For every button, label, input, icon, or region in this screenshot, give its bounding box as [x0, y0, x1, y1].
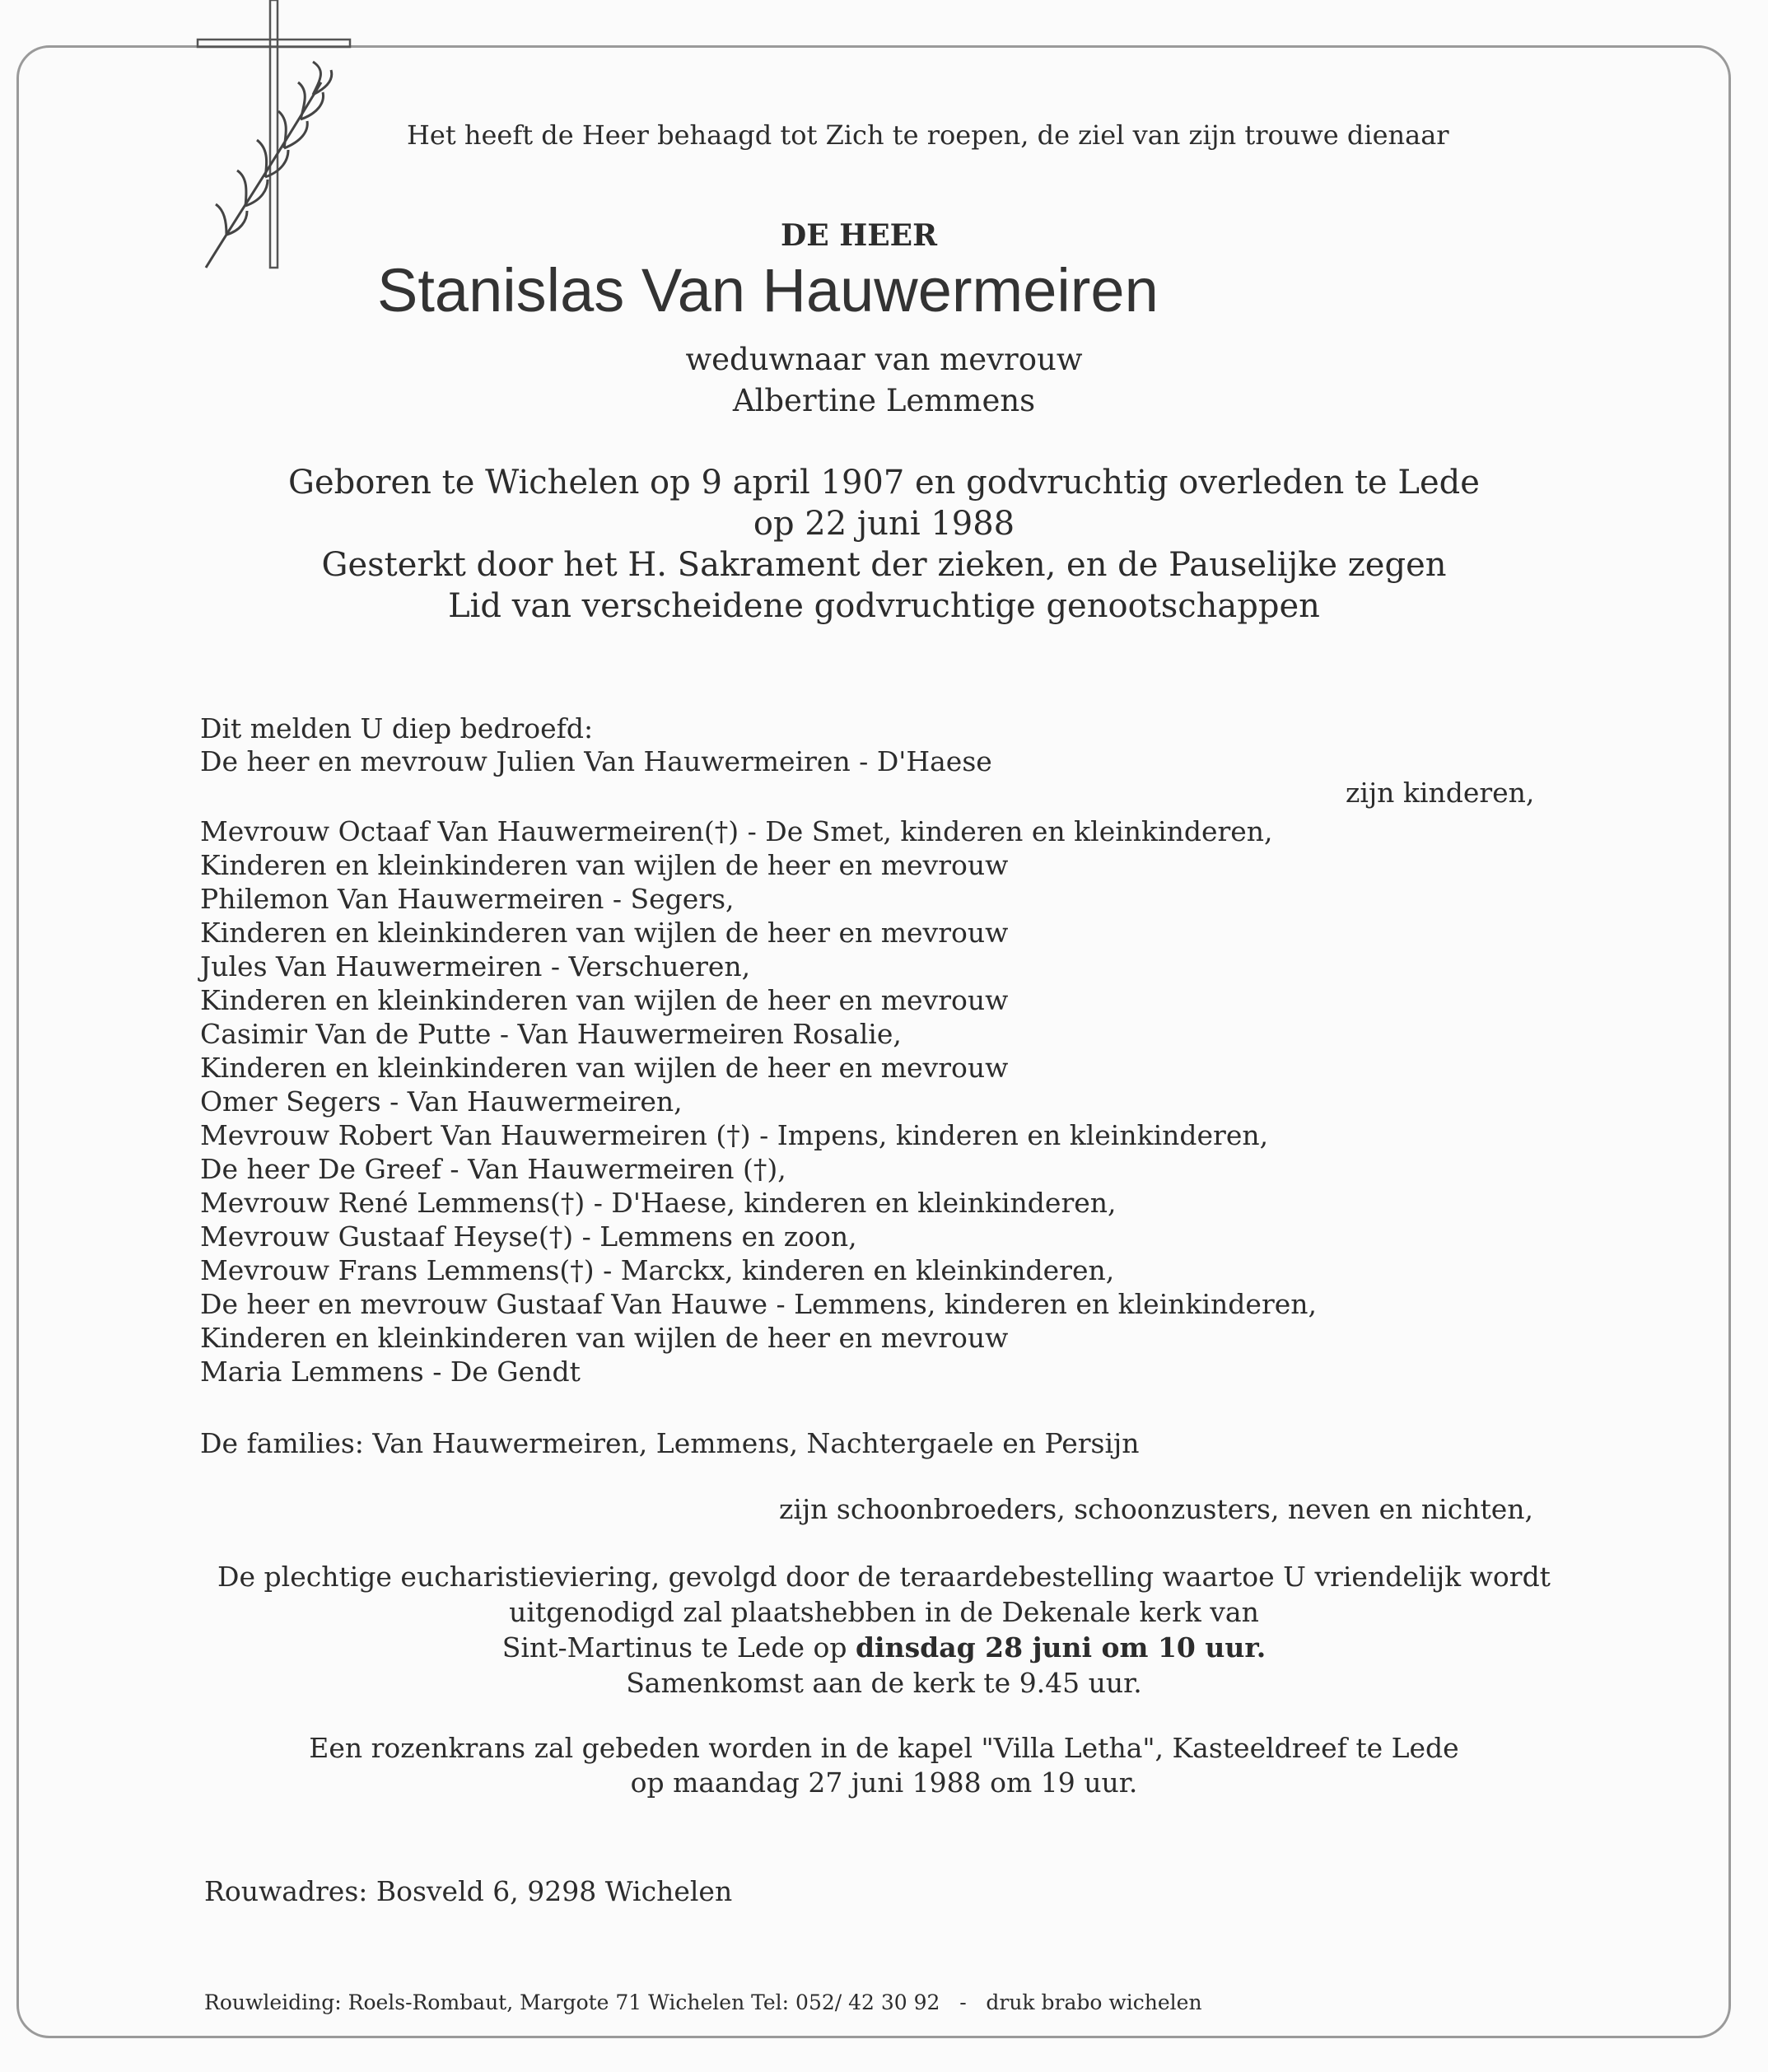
service-line-3-plain: Sint-Martinus te Lede op	[501, 1631, 856, 1664]
relative-line: Mevrouw Gustaaf Heyse(†) - Lemmens en zoon,	[200, 1220, 857, 1253]
service-line-3	[0, 1631, 1768, 1664]
sacrament-line: Gesterkt door het H. Sakrament der zieken, en de Pauselijke zegen	[321, 546, 1447, 584]
intro-text: Het heeft de Heer behaagd tot Zich te roepen, de ziel van zijn trouwe dienaar	[407, 119, 1449, 151]
relative-line: De heer en mevrouw Gustaaf Van Hauwe - Lemmens, kinderen en kleinkinderen,	[200, 1288, 1318, 1320]
relative-line: Mevrouw Octaaf Van Hauwermeiren(†) - De Smet, kinderen en kleinkinderen,	[200, 815, 1273, 847]
relative-line: Omer Segers - Van Hauwermeiren,	[200, 1085, 683, 1118]
footer	[204, 1990, 1202, 2014]
relative-line: Jules Van Hauwermeiren - Verschueren,	[200, 950, 751, 982]
deceased-name: Stanislas Van Hauwermeiren	[377, 256, 1159, 324]
relative-line: Kinderen en kleinkinderen van wijlen de heer en mevrouw	[200, 849, 1009, 881]
rosary-line-1: Een rozenkrans zal gebeden worden in de kapel "Villa Letha", Kasteeldreef te Lede	[309, 1732, 1459, 1764]
relative-line: Mevrouw Frans Lemmens(†) - Marckx, kinderen en kleinkinderen,	[200, 1254, 1115, 1286]
cross-with-branch-icon	[189, 0, 354, 280]
relative-line: Mevrouw René Lemmens(†) - D'Haese, kinderen en kleinkinderen,	[200, 1187, 1117, 1219]
title-prefix: DE HEER	[781, 218, 938, 253]
birth-line-1: Geboren te Wichelen op 9 april 1907 en godvruchtig overleden te Lede	[288, 464, 1480, 502]
relative-line: Mevrouw Robert Van Hauwermeiren (†) - Impens, kinderen en kleinkinderen,	[200, 1119, 1269, 1151]
footer-undertaker: Rouwleiding: Roels-Rombaut, Margote 71 Wichelen Tel: 052/ 42 30 92	[204, 1990, 940, 2014]
relative-line: Kinderen en kleinkinderen van wijlen de heer en mevrouw	[200, 917, 1009, 949]
address-line: Rouwadres: Bosveld 6, 9298 Wichelen	[204, 1875, 733, 1907]
footer-separator: -	[959, 1990, 967, 2014]
footer-printer: druk brabo wichelen	[986, 1990, 1202, 2014]
birth-line-2: op 22 juni 1988	[753, 505, 1015, 543]
relative-line: Kinderen en kleinkinderen van wijlen de heer en mevrouw	[200, 1052, 1009, 1084]
rosary-line-2: op maandag 27 juni 1988 om 19 uur.	[630, 1766, 1138, 1799]
relative-line: Philemon Van Hauwermeiren - Segers,	[200, 883, 735, 915]
relative-line: Maria Lemmens - De Gendt	[200, 1356, 581, 1388]
relative-line: Casimir Van de Putte - Van Hauwermeiren Rosalie,	[200, 1018, 902, 1050]
widow-line-1: weduwnaar van mevrouw	[685, 342, 1083, 377]
relative-line: Kinderen en kleinkinderen van wijlen de heer en mevrouw	[200, 1322, 1009, 1354]
families-line: De families: Van Hauwermeiren, Lemmens, Nachtergaele en Persijn	[200, 1427, 1140, 1459]
relative-line: De heer De Greef - Van Hauwermeiren (†),	[200, 1153, 786, 1185]
in-laws-label: zijn schoonbroeders, schoonzusters, neven en nichten,	[779, 1493, 1533, 1525]
children-label: zijn kinderen,	[1346, 777, 1535, 809]
widow-line-2: Albertine Lemmens	[732, 383, 1036, 418]
announce-intro: Dit melden U diep bedroefd:	[200, 712, 594, 744]
service-date-time: dinsdag 28 juni om 10 uur.	[855, 1631, 1267, 1664]
service-line-2: uitgenodigd zal plaatshebben in de Dekenale kerk van	[509, 1596, 1259, 1628]
member-line: Lid van verscheidene godvruchtige genootschappen	[448, 587, 1320, 625]
relative-line: Kinderen en kleinkinderen van wijlen de heer en mevrouw	[200, 984, 1009, 1016]
service-line-4: Samenkomst aan de kerk te 9.45 uur.	[626, 1667, 1142, 1699]
service-line-1: De plechtige eucharistieviering, gevolgd door de teraardebestelling waartoe U vriendelijk wordt	[217, 1561, 1551, 1593]
children-line: De heer en mevrouw Julien Van Hauwermeiren - D'Haese	[200, 745, 992, 777]
